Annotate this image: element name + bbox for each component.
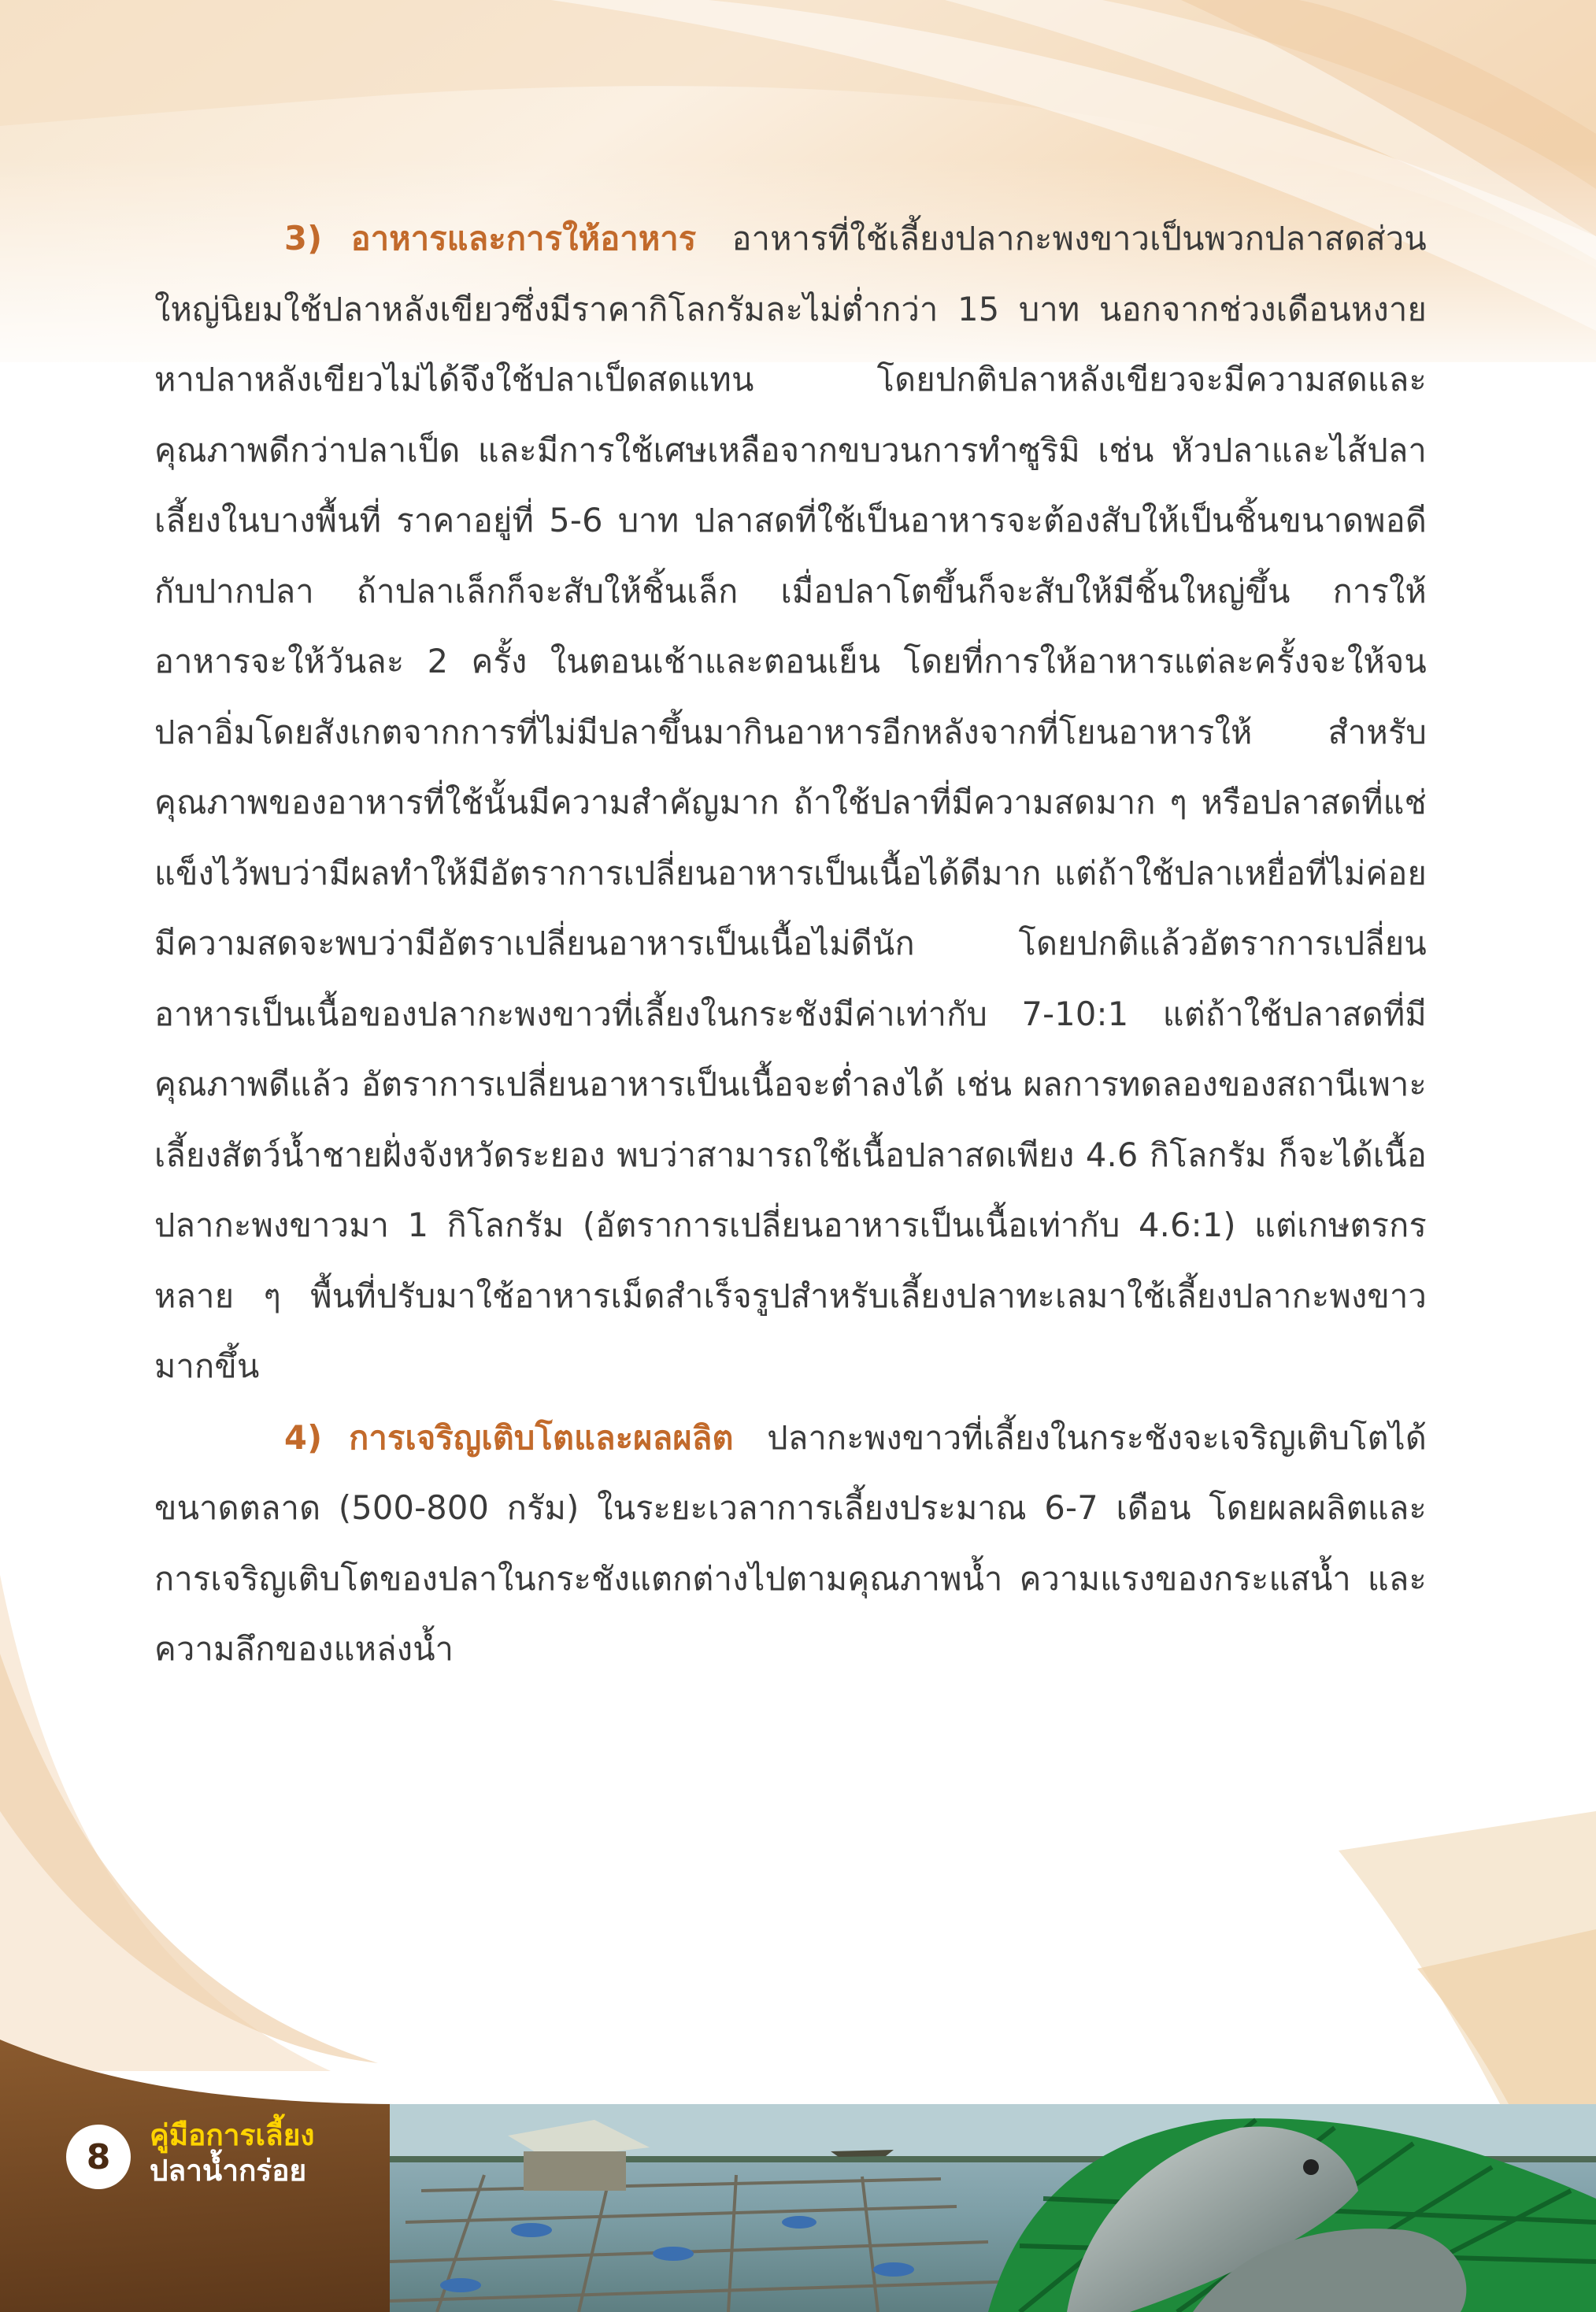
section-3-body: อาหารที่ใช้เลี้ยงปลากะพงขาวเป็นพวกปลาสดส่วนใหญ่นิยมใช้ปลาหลังเขียวซึ่งมีราคากิโลกรัมละไม่ต่ำกว่า 15 บาท นอกจากช่วงเดือนหงายหาปลาหลังเขียวไม่ได้จึงใช้ปลาเป็ดสดแทน โดยปกติปลาหลังเขียวจะมีความสดและคุณภาพดีกว่าปลาเป็ด และมีการใช้เศษเหลือจากขบวนการทำซูริมิ เช่น หัวปลาและไส้ปลาเลี้ยงในบางพื้นที่ ราคาอยู่ที่ 5-6 บาท ปลาสดที่ใช้เป็นอาหารจะต้องสับให้เป็นชิ้นขนาดพอดีกับปากปลา ถ้าปลาเล็กก็จะสับให้ชิ้นเล็ก เมื่อปลาโตขึ้นก็จะสับให้มีชิ้นใหญ่ขึ้น การให้อาหารจะให้วันละ 2 ครั้ง ในตอนเช้าและตอนเย็น โดยที่การให้อาหารแต่ละครั้งจะให้จนปลาอิ่มโดยสังเกตจากการที่ไม่มีปลาขึ้นมากินอาหารอีกหลังจากที่โยนอาหารให้ สำหรับคุณภาพของอาหารที่ใช้นั้นมีความสำคัญมาก ถ้าใช้ปลาที่มีความสดมาก ๆ หรือปลาสดที่แช่แข็งไว้พบว่ามีผลทำให้มีอัตราการเปลี่ยนอาหารเป็นเนื้อได้ดีมาก แต่ถ้าใช้ปลาเหยื่อที่ไม่ค่อยมีความสดจะพบว่ามีอัตราเปลี่ยนอาหารเป็นเนื้อไม่ดีนัก โดยปกติแล้วอัตราการเปลี่ยนอาหารเป็นเนื้อของปลากะพงขาวที่เลี้ยงในกระชังมีค่าเท่ากับ 7-10:1 แต่ถ้าใช้ปลาสดที่มีคุณภาพดีแล้ว อัตราการเปลี่ยนอาหารเป็นเนื้อจะต่ำลงได้ เช่น ผลการทดลองของสถานีเพาะเลี้ยงสัตว์น้ำชายฝั่งจังหวัดระยอง พบว่าสามารถใช้เนื้อปลาสดเพียง 4.6 กิโลกรัม ก็จะได้เนื้อปลากะพงขาวมา 1 กิโลกรัม (อัตราการเปลี่ยนอาหารเป็นเนื้อเท่ากับ 4.6:1) แต่เกษตรกรหลาย ๆ พื้นที่ปรับมาใช้อาหารเม็ดสำเร็จรูปสำหรับเลี้ยงปลาทะเลมาใช้เลี้ยงปลากะพงขาวมากขึ้น: [154, 219, 1427, 1385]
section-4-heading: 4) การเจริญเติบโตและผลผลิต: [284, 1417, 734, 1457]
page-number: 8: [66, 2125, 131, 2189]
section-4-paragraph: [154, 1402, 1427, 1684]
section-3-heading: 3) อาหารและการให้อาหาร: [284, 219, 697, 258]
footer-book-title: คู่มือการเลี้ยง: [150, 2118, 315, 2152]
footer-book-subtitle: ปลาน้ำกร่อย: [150, 2154, 307, 2188]
article-content: [154, 203, 1427, 1684]
section-3-paragraph: [154, 203, 1427, 1402]
section-4-body: ปลากะพงขาวที่เลี้ยงในกระชังจะเจริญเติบโตได้ขนาดตลาด (500-800 กรัม) ในระยะเวลาการเลี้ยงประมาณ 6-7 เดือน โดยผลผลิตและการเจริญเติบโตของปลาในกระชังแตกต่างไปตามคุณภาพน้ำ ความแรงของกระแสน้ำ และความลึกของแหล่งน้ำ: [154, 1417, 1427, 1668]
footer-photo: [390, 2104, 1596, 2312]
